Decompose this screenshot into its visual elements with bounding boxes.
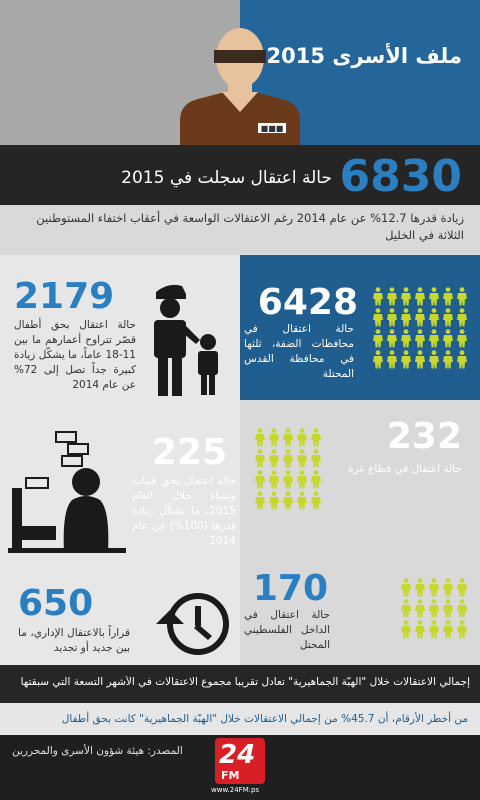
person-figure-icon (400, 350, 412, 369)
interior-text: حالة اعتقال في الداخل الفلسطيني المحتل (244, 609, 330, 651)
person-figure-icon (386, 308, 398, 327)
father-child-icon (148, 282, 228, 398)
administrative-text: قراراً بالاعتقال الإداري، ما بين جديد أو تجديد (18, 627, 130, 654)
person-figure-icon (310, 491, 322, 510)
person-figure-icon (310, 428, 322, 447)
person-figure-icon (254, 491, 266, 510)
person-figure-icon (400, 599, 412, 618)
west-bank-figures (372, 287, 468, 369)
person-figure-icon (386, 350, 398, 369)
person-figure-icon (428, 599, 440, 618)
person-figure-icon (428, 329, 440, 348)
person-figure-icon (442, 620, 454, 639)
person-figure-icon (254, 470, 266, 489)
person-figure-icon (456, 350, 468, 369)
person-figure-icon (456, 287, 468, 306)
person-figure-icon (428, 308, 440, 327)
person-figure-icon (442, 308, 454, 327)
person-figure-icon (456, 620, 468, 639)
person-figure-icon (372, 350, 384, 369)
person-figure-icon (372, 308, 384, 327)
logo-number: 24 (219, 740, 256, 770)
person-figure-icon (282, 449, 294, 468)
logo-site: www.24FM.ps (211, 786, 260, 794)
person-figure-icon (310, 449, 322, 468)
person-figure-icon (282, 428, 294, 447)
prisoner-icon (180, 20, 300, 145)
gaza-number: 232 (386, 416, 462, 457)
person-figure-icon (414, 599, 426, 618)
person-figure-icon (414, 350, 426, 369)
person-figure-icon (254, 449, 266, 468)
gaza-text: حالة اعتقال في قطاع غزة (347, 463, 462, 475)
person-figure-icon (400, 329, 412, 348)
person-figure-icon (372, 329, 384, 348)
person-figure-icon (414, 308, 426, 327)
west-bank-text: حالة اعتقال في محافظات الضفة، ثلثها في محافظة القدس المحتلة (244, 323, 354, 380)
west-bank-number: 6428 (257, 282, 358, 323)
woman-detainee-icon (8, 430, 126, 556)
women-text: حالة اعتقال بحق فتيات ونساء خلال العام 2015، ما يشكّل زيادة قدرها (100%) عن عام 2014 (132, 475, 236, 547)
person-figure-icon (268, 491, 280, 510)
person-figure-icon (456, 329, 468, 348)
person-figure-icon (268, 449, 280, 468)
person-figure-icon (372, 287, 384, 306)
person-figure-icon (428, 578, 440, 597)
person-figure-icon (442, 287, 454, 306)
person-figure-icon (428, 287, 440, 306)
history-clock-icon (154, 590, 234, 658)
person-figure-icon (386, 329, 398, 348)
logo-brand: FM (221, 769, 240, 782)
person-figure-icon (296, 449, 308, 468)
person-figure-icon (400, 578, 412, 597)
person-figure-icon (414, 329, 426, 348)
person-figure-icon (400, 620, 412, 639)
person-figure-icon (442, 578, 454, 597)
person-figure-icon (282, 470, 294, 489)
total-note: إجمالي الاعتقالات خلال "الهبّة الجماهيرية" تعادل تقريباً مجموع الاعتقالات في الأشهر التسعة التي سبقتها (20, 676, 470, 688)
children-number: 2179 (14, 276, 115, 317)
person-figure-icon (400, 308, 412, 327)
person-figure-icon (456, 578, 468, 597)
person-figure-icon (428, 350, 440, 369)
page-title: ملف الأسرى 2015 (266, 44, 462, 68)
person-figure-icon (442, 329, 454, 348)
children-text: حالة اعتقال بحق أطفال قصّر تتراوح أعمارهم ما بين 11-18 عاماً، ما يشكّل زيادة كبيرة جداً تصل إلى 72% عن عام 2014 (14, 319, 136, 391)
person-figure-icon (456, 599, 468, 618)
total-label: حالة اعتقال سجلت في 2015 (121, 168, 332, 188)
person-figure-icon (296, 470, 308, 489)
person-figure-icon (296, 491, 308, 510)
person-figure-icon (386, 287, 398, 306)
person-figure-icon (442, 350, 454, 369)
svg-text:■■■: ■■■ (260, 124, 284, 133)
person-figure-icon (414, 620, 426, 639)
person-figure-icon (268, 470, 280, 489)
total-number: 6830 (339, 151, 462, 202)
increase-note: زيادة قدرها 12.7% عن عام 2014 رغم الاعتقالات الواسعة في أعقاب اختفاء المستوطنين الثلاثة في الخليل (36, 211, 464, 242)
person-figure-icon (296, 428, 308, 447)
person-figure-icon (282, 491, 294, 510)
person-figure-icon (414, 287, 426, 306)
person-figure-icon (414, 578, 426, 597)
interior-figures (400, 578, 468, 639)
person-figure-icon (254, 428, 266, 447)
person-figure-icon (456, 308, 468, 327)
interior-number: 170 (252, 568, 328, 609)
person-figure-icon (442, 599, 454, 618)
person-figure-icon (400, 287, 412, 306)
gaza-figures (254, 428, 322, 510)
source-text: المصدر: هيئة شؤون الأسرى والمحررين (12, 745, 183, 757)
women-number: 225 (152, 432, 228, 473)
person-figure-icon (310, 470, 322, 489)
brand-logo (211, 738, 265, 796)
person-figure-icon (428, 620, 440, 639)
person-figure-icon (268, 428, 280, 447)
danger-note: من أخطر الأرقام، أن 45.7% من إجمالي الاعتقالات خلال "الهبّة الجماهيرية" كانت بحق أطفال (61, 713, 468, 725)
administrative-number: 650 (18, 583, 94, 624)
